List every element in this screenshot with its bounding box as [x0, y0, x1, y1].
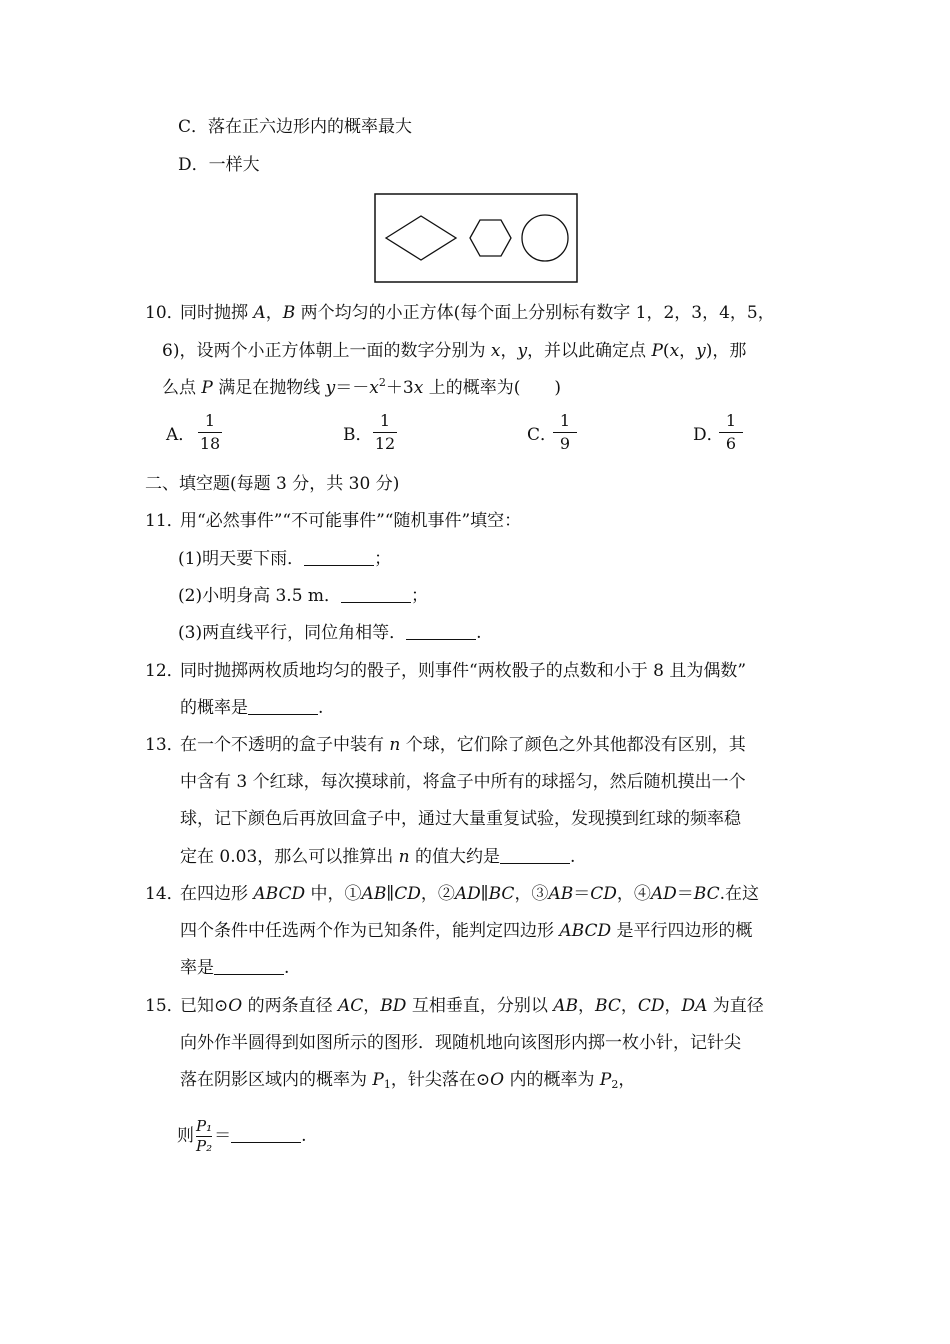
q15-frac-den: P₂: [196, 1137, 213, 1155]
q15-line3: 落在阴影区域内的概率为 $P_1$，针尖落在⊙O 内的概率为 $P_2$，: [180, 1070, 636, 1091]
figure-frame: [375, 194, 577, 282]
q10-option-d-fraction: [717, 412, 745, 453]
q13-number: 13．: [145, 735, 184, 755]
answer-blank[interactable]: [214, 958, 284, 975]
q10-option-c-label: C．: [527, 425, 558, 445]
circle-shape: [522, 215, 568, 261]
q15-line1: 已知⊙O 的两条直径 AC，BD 互相垂直，分别以 AB，BC，CD，DA 为直径: [180, 996, 764, 1016]
q15-number: 15．: [145, 996, 184, 1016]
q14-line1: 在四边形 ABCD 中，①AB∥CD，②AD∥BC，③AB＝CD，④AD＝BC.在这: [180, 884, 760, 904]
q12-number: 12．: [145, 661, 184, 681]
q15-answer-line: 则 $\frac{\text{P₁}}{\text{P₂}}$ ＝ .: [177, 1117, 307, 1155]
q10-option-c-fraction: [551, 412, 579, 453]
q11-item-3-text: (3)两直线平行，同位角相等．: [178, 623, 407, 643]
q10-line2: 6)，设两个小正方体朝上一面的数字分别为 x，y，并以此确定点 P(x，y)，那: [162, 341, 747, 361]
q11-item-3: (3)两直线平行，同位角相等． .: [178, 623, 482, 643]
q10-option-d-num: 1: [725, 411, 737, 430]
q10-option-a-den: 18: [199, 434, 221, 453]
answer-blank[interactable]: [500, 847, 570, 864]
q11-item-2-text: (2)小明身高 3.5 m．: [178, 586, 342, 606]
q10-option-b-num: 1: [379, 411, 391, 430]
q11-item-1: (1)明天要下雨． ；: [178, 549, 392, 569]
q11-item-1-text: (1)明天要下雨．: [178, 549, 305, 569]
q14-line2: 四个条件中任选两个作为已知条件，能判定四边形 ABCD 是平行四边形的概: [180, 921, 753, 941]
q10-option-b-den: 12: [374, 434, 396, 453]
q10-number: 10．: [145, 303, 184, 323]
q9-option-c: C．落在正六边形内的概率最大: [178, 117, 413, 137]
hexagon-shape: [470, 220, 511, 256]
q10-option-b-label: B．: [343, 425, 373, 445]
q11-item-2: (2)小明身高 3.5 m． ；: [178, 586, 429, 606]
q10-option-a-num: 1: [204, 411, 216, 430]
q12-line2: 的概率是 .: [180, 698, 324, 718]
shapes-figure: [374, 193, 578, 283]
q10-option-a-fraction: [196, 412, 224, 453]
q10-line3: 么点 P 满足在抛物线 $y=-x^2+3x$ 上的概率为( ): [162, 376, 561, 398]
q9-option-d: D．一样大: [178, 155, 260, 175]
q15-frac-num: P₁: [196, 1117, 213, 1135]
q14-line3: 率是 .: [180, 958, 290, 978]
q10-option-c-num: 1: [559, 411, 571, 430]
section-heading: 二、填空题(每题 3 分，共 30 分): [145, 474, 400, 494]
q15-fraction: [196, 1118, 212, 1155]
q13-line2: 中含有 3 个红球，每次摸球前，将盒子中所有的球摇匀，然后随机摸出一个: [180, 772, 746, 792]
answer-blank[interactable]: [248, 698, 318, 715]
answer-blank[interactable]: [231, 1126, 301, 1143]
q13-line3: 球，记下颜色后再放回盒子中，通过大量重复试验，发现摸到红球的频率稳: [180, 809, 741, 829]
answer-blank[interactable]: [341, 586, 411, 603]
q10-option-b-fraction: [371, 412, 399, 453]
answer-blank[interactable]: [304, 549, 374, 566]
answer-blank[interactable]: [406, 623, 476, 640]
rhombus-shape: [386, 216, 456, 260]
q10-option-d-den: 6: [725, 434, 737, 453]
q13-line1: 在一个不透明的盒子中装有 n 个球，它们除了颜色之外其他都没有区别，其: [180, 735, 746, 755]
q13-line4: 定在 0.03，那么可以推算出 n 的值大约是 .: [180, 847, 576, 867]
q10-option-c-den: 9: [559, 434, 571, 453]
q11-stem: 用“必然事件”“不可能事件”“随机事件”填空：: [180, 511, 522, 531]
q10-option-a-label: A．: [166, 425, 196, 445]
q10-option-d-label: D．: [693, 425, 724, 445]
q15-line2: 向外作半圆得到如图所示的图形．现随机地向该图形内掷一枚小针，记针尖: [180, 1033, 741, 1053]
q12-line1: 同时抛掷两枚质地均匀的骰子，则事件“两枚骰子的点数和小于 8 且为偶数”: [180, 661, 747, 681]
q11-number: 11．: [145, 511, 184, 531]
q14-number: 14．: [145, 884, 184, 904]
q10-line1: 同时抛掷 A，B 两个均匀的小正方体(每个面上分别标有数字 1，2，3，4，5，: [180, 303, 775, 323]
